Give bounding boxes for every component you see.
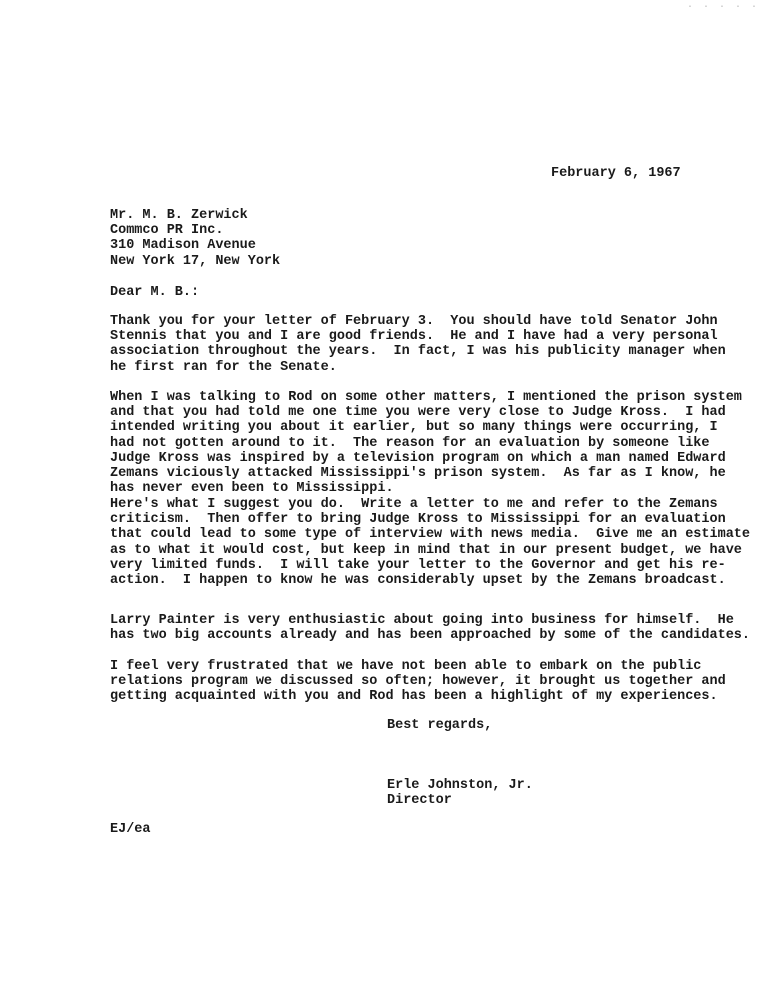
text-line: Here's what I suggest you do. Write a letter to me and refer to the Zemans: [110, 497, 718, 512]
text-line: has two big accounts already and has been approached by some of the candidates.: [110, 628, 751, 644]
salutation: Dear M. B.:: [110, 285, 200, 300]
signature-block: [387, 778, 533, 808]
reference-initials: EJ/ea: [110, 822, 151, 837]
closing: Best regards,: [387, 718, 493, 733]
text-line: action. I happen to know he was considerably upset by the Zemans broadcast.: [110, 572, 726, 588]
text-line: Larry Painter is very enthusiastic about going into business for himself. He: [110, 613, 734, 628]
text-line: getting acquainted with you and Rod has been a highlight of my experiences.: [110, 689, 718, 705]
address-line: Mr. M. B. Zerwick: [110, 208, 248, 223]
paragraph-5: [110, 659, 726, 705]
text-line: very limited funds. I will take your letter to the Governor and get his re-: [110, 557, 726, 573]
address-line: Commco PR Inc.: [110, 223, 224, 239]
text-line: I feel very frustrated that we have not been able to embark on the public: [110, 659, 702, 674]
text-line: relations program we discussed so often; however, it brought us together and: [110, 674, 726, 690]
text-line: as to what it would cost, but keep in mind that in our present budget, we have: [110, 542, 742, 558]
text-line: When I was talking to Rod on some other matters, I mentioned the prison system: [110, 390, 742, 405]
paragraph-3: [110, 497, 750, 588]
text-line: has never even been to Mississippi.: [110, 481, 394, 497]
text-line: Thank you for your letter of February 3. You should have told Senator John: [110, 314, 718, 329]
text-line: Judge Kross was inspired by a television program on which a man named Edward: [110, 450, 726, 466]
text-line: and that you had told me one time you were very close to Judge Kross. I had: [110, 405, 726, 421]
signer-name: Erle Johnston, Jr.: [387, 778, 533, 793]
address-line: 310 Madison Avenue: [110, 238, 256, 254]
text-line: had not gotten around to it. The reason for an evaluation by someone like: [110, 435, 710, 451]
address-line: New York 17, New York: [110, 253, 281, 269]
text-line: association throughout the years. In fact, I was his publicity manager when: [110, 344, 726, 360]
paragraph-2: [110, 390, 742, 496]
text-line: that could lead to some type of interview with news media. Give me an estimate: [110, 527, 751, 543]
paragraph-4: [110, 613, 750, 643]
text-line: intended writing you about it earlier, but so many things were occurring, I: [110, 420, 718, 436]
signer-title: Director: [387, 793, 452, 809]
scan-artifact: . . . . .: [686, 0, 759, 11]
paragraph-1: [110, 314, 726, 375]
text-line: Stennis that you and I are good friends. He and I have had a very personal: [110, 329, 718, 345]
letter-date: February 6, 1967: [551, 166, 681, 181]
text-line: criticism. Then offer to bring Judge Kross to Mississippi for an evaluation: [110, 512, 726, 528]
recipient-address: [110, 208, 280, 269]
text-line: Zemans viciously attacked Mississippi's prison system. As far as I know, he: [110, 465, 726, 481]
text-line: he first ran for the Senate.: [110, 359, 337, 375]
